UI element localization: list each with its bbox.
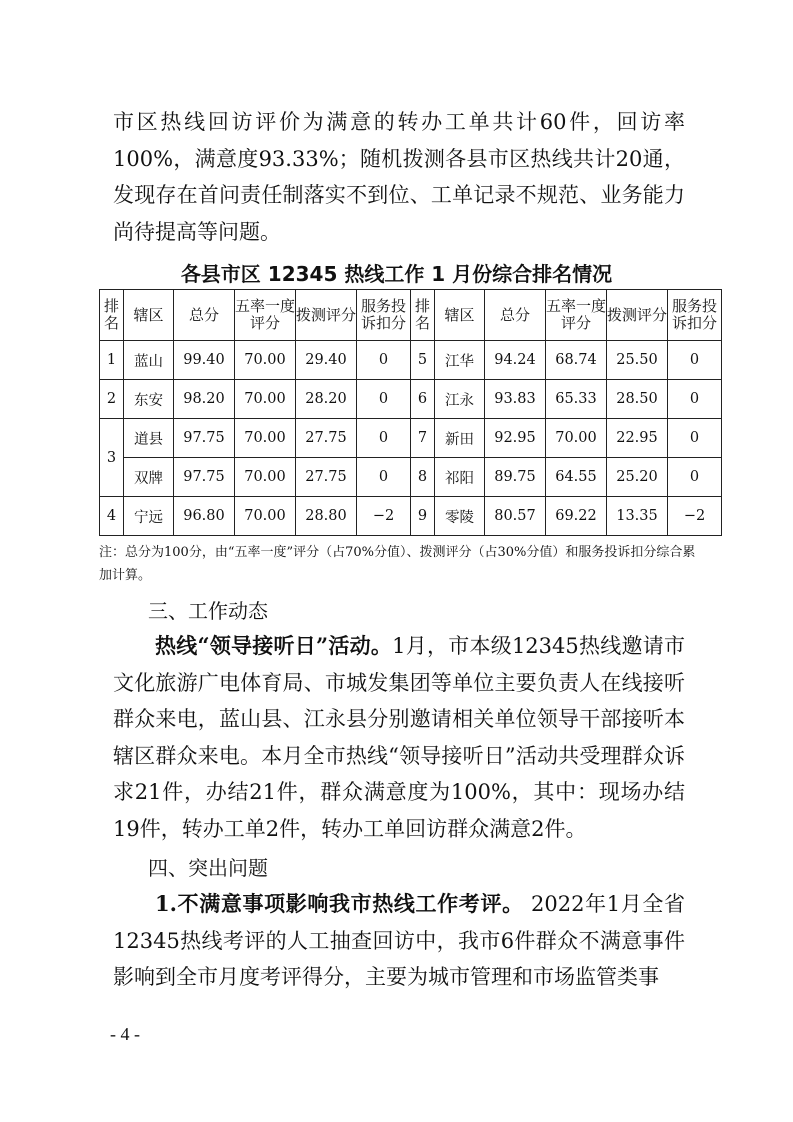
complaint-cell: 0 [668, 458, 722, 497]
five-rate-cell: 70.00 [235, 341, 296, 380]
header-five-rate: 五率一度评分 [546, 290, 607, 341]
table-row [100, 458, 722, 497]
district-cell: 江永 [435, 380, 485, 419]
header-five-rate: 五率一度评分 [235, 290, 296, 341]
table-row [100, 497, 722, 536]
rank-cell: 9 [411, 497, 435, 536]
total-cell: 97.75 [174, 419, 235, 458]
district-cell: 道县 [124, 419, 174, 458]
rank-cell: 4 [100, 497, 124, 536]
rank-cell: 6 [411, 380, 435, 419]
dial-test-cell: 28.50 [607, 380, 668, 419]
five-rate-cell: 70.00 [235, 497, 296, 536]
total-cell: 80.57 [485, 497, 546, 536]
rank-cell: 8 [411, 458, 435, 497]
total-cell: 94.24 [485, 341, 546, 380]
section-heading-issues: 四、突出问题 [148, 856, 268, 880]
issue-lead: 1.不满意事项影响我市热线工作考评。 [155, 891, 524, 916]
district-cell: 蓝山 [124, 341, 174, 380]
header-complaint: 服务投诉扣分 [668, 290, 722, 341]
table-header-row [100, 290, 722, 341]
issue-body: 2022年1月全省12345热线考评的人工抽查回访中，我市6件群众不满意事件影响到全市月度考评得分，主要为城市管理和市场监管类事 [113, 892, 686, 989]
header-total: 总分 [485, 290, 546, 341]
total-cell: 99.40 [174, 341, 235, 380]
dial-test-cell: 28.20 [296, 380, 357, 419]
total-cell: 89.75 [485, 458, 546, 497]
rank-cell: 7 [411, 419, 435, 458]
five-rate-cell: 70.00 [235, 458, 296, 497]
five-rate-cell: 68.74 [546, 341, 607, 380]
dial-test-cell: 29.40 [296, 341, 357, 380]
five-rate-cell: 64.55 [546, 458, 607, 497]
complaint-cell: 0 [668, 341, 722, 380]
five-rate-cell: 70.00 [235, 419, 296, 458]
dial-test-cell: 22.95 [607, 419, 668, 458]
ranking-table [99, 289, 722, 536]
header-dial-test: 拨测评分 [296, 290, 357, 341]
district-cell: 祁阳 [435, 458, 485, 497]
complaint-cell: 0 [357, 380, 411, 419]
dial-test-cell: 28.80 [296, 497, 357, 536]
activity-lead: 热线“领导接听日”活动。 [155, 633, 393, 658]
dial-test-cell: 13.35 [607, 497, 668, 536]
dial-test-cell: 27.75 [296, 419, 357, 458]
header-complaint: 服务投诉扣分 [357, 290, 411, 341]
district-cell: 零陵 [435, 497, 485, 536]
total-cell: 97.75 [174, 458, 235, 497]
section-heading-work-dynamics: 三、工作动态 [148, 599, 268, 623]
complaint-cell: 0 [357, 419, 411, 458]
table-row [100, 380, 722, 419]
header-rank: 排名 [100, 290, 124, 341]
district-cell: 宁远 [124, 497, 174, 536]
complaint-cell: 0 [668, 380, 722, 419]
rank-cell: 5 [411, 341, 435, 380]
rank-cell: 3 [100, 419, 124, 497]
district-cell: 双牌 [124, 458, 174, 497]
complaint-cell: −2 [357, 497, 411, 536]
complaint-cell: 0 [357, 458, 411, 497]
complaint-cell: −2 [668, 497, 722, 536]
five-rate-cell: 70.00 [546, 419, 607, 458]
activity-paragraph [113, 628, 685, 847]
table-title: 各县市区 12345 热线工作 1 月份综合排名情况 [180, 262, 613, 286]
activity-body: 1月，市本级12345热线邀请市文化旅游广电体育局、市城发集团等单位主要负责人在线接听群众来电，蓝山县、江永县分别邀请相关单位领导干部接听本辖区群众来电。本月全市热线“领导接听日”活动共受理群众诉求21件，办结21件，群众满意度为100%，其中：现场办结19件，转办工单2件，转办工单回访群众满意2件。 [113, 634, 685, 841]
five-rate-cell: 69.22 [546, 497, 607, 536]
table-note: 注：总分为100分，由“五率一度”评分（占70%分值）、拨测评分（占30%分值）和服务投诉扣分综合累加计算。 [99, 545, 696, 583]
five-rate-cell: 65.33 [546, 380, 607, 419]
complaint-cell: 0 [668, 419, 722, 458]
district-cell: 新田 [435, 419, 485, 458]
total-cell: 92.95 [485, 419, 546, 458]
table-row [100, 341, 722, 380]
rank-cell: 1 [100, 341, 124, 380]
page-number: - 4 - [110, 1024, 140, 1044]
district-cell: 江华 [435, 341, 485, 380]
dial-test-cell: 27.75 [296, 458, 357, 497]
five-rate-cell: 70.00 [235, 380, 296, 419]
total-cell: 96.80 [174, 497, 235, 536]
complaint-cell: 0 [357, 341, 411, 380]
header-total: 总分 [174, 290, 235, 341]
district-cell: 东安 [124, 380, 174, 419]
issue-paragraph [113, 886, 685, 996]
total-cell: 98.20 [174, 380, 235, 419]
header-district: 辖区 [435, 290, 485, 341]
header-dial-test: 拨测评分 [607, 290, 668, 341]
dial-test-cell: 25.50 [607, 341, 668, 380]
header-rank: 排名 [411, 290, 435, 341]
total-cell: 93.83 [485, 380, 546, 419]
rank-cell: 2 [100, 380, 124, 419]
dial-test-cell: 25.20 [607, 458, 668, 497]
table-row [100, 419, 722, 458]
header-district: 辖区 [124, 290, 174, 341]
intro-paragraph: 市区热线回访评价为满意的转办工单共计60件，回访率100%，满意度93.33%；随机拨测各县市区热线共计20通，发现存在首问责任制落实不到位、工单记录不规范、业务能力尚待提高等问题。 [113, 110, 685, 244]
